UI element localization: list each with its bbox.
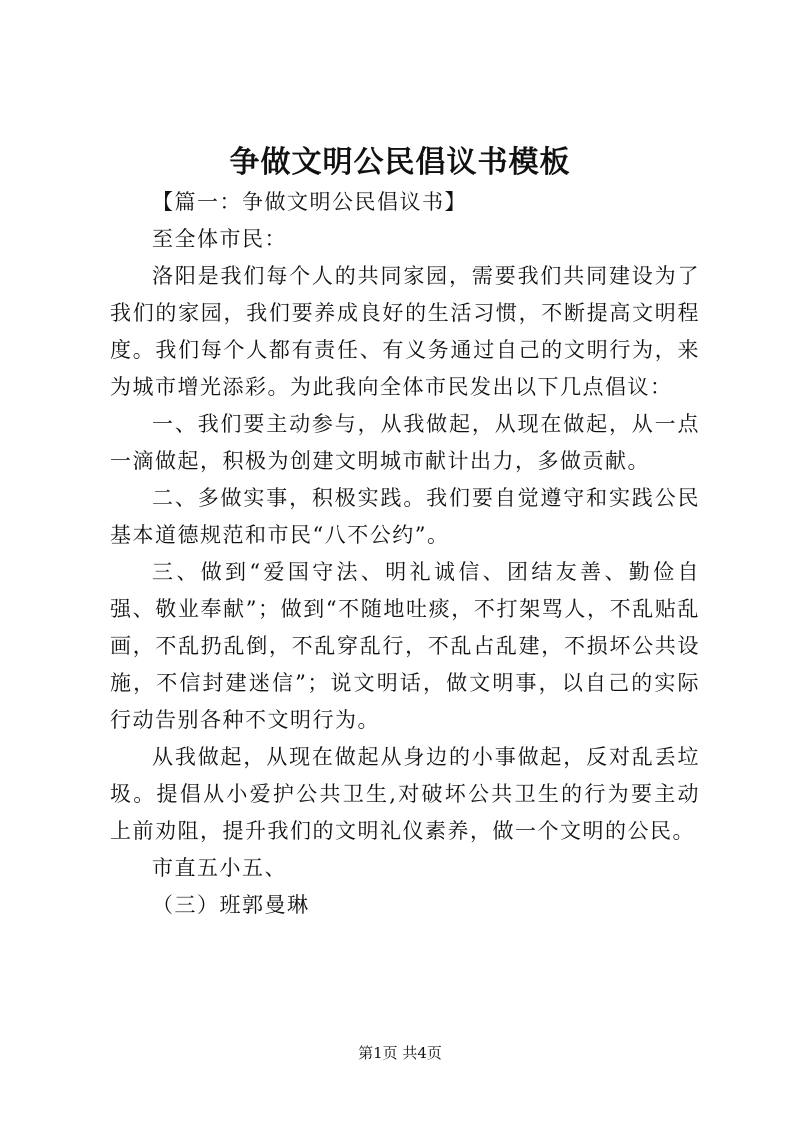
document-body [110, 184, 700, 924]
signature-class-name: （三）班郭曼琳 [152, 893, 310, 917]
paragraph-intro: 洛阳是我们每个人的共同家园，需要我们共同建设为了我们的家园，我们要养成良好的生活习惯，不断提高文明程度。我们每个人都有责任、有义务通过自己的文明行为，来为城市增光添彩。为此我向全体市民发出以下几点倡议： [110, 264, 700, 399]
signature-school: 市直五小五、 [152, 856, 287, 880]
salutation: 至全体市民： [152, 227, 287, 251]
page-number-footer: 第1页 共4页 [358, 1044, 442, 1062]
paragraph-item-1: 一、我们要主动参与，从我做起，从现在做起，从一点一滴做起，积极为创建文明城市献计出力，多做贡献。 [110, 412, 700, 473]
paragraph-closing: 从我做起，从现在做起从身边的小事做起，反对乱丢垃圾。提倡从小爱护公共卫生,对破坏公共卫生的行为要主动上前劝阻，提升我们的文明礼仪素养，做一个文明的公民。 [110, 745, 700, 843]
document-title: 争做文明公民倡议书模板 [229, 145, 571, 180]
paragraph-item-2: 二、多做实事，积极实践。我们要自觉遵守和实践公民基本道德规范和市民“八不公约”。 [110, 486, 700, 547]
paragraph-item-3: 三、做到“爱国守法、明礼诚信、团结友善、勤俭自强、敬业奉献”；做到“不随地吐痰，不打架骂人，不乱贴乱画，不乱扔乱倒，不乱穿乱行，不乱占乱建，不损坏公共设施，不信封建迷信”；说文明话，做文明事，以自己的实际行动告别各种不文明行为。 [110, 560, 700, 732]
section-heading: 【篇一：争做文明公民倡议书】 [152, 190, 467, 214]
